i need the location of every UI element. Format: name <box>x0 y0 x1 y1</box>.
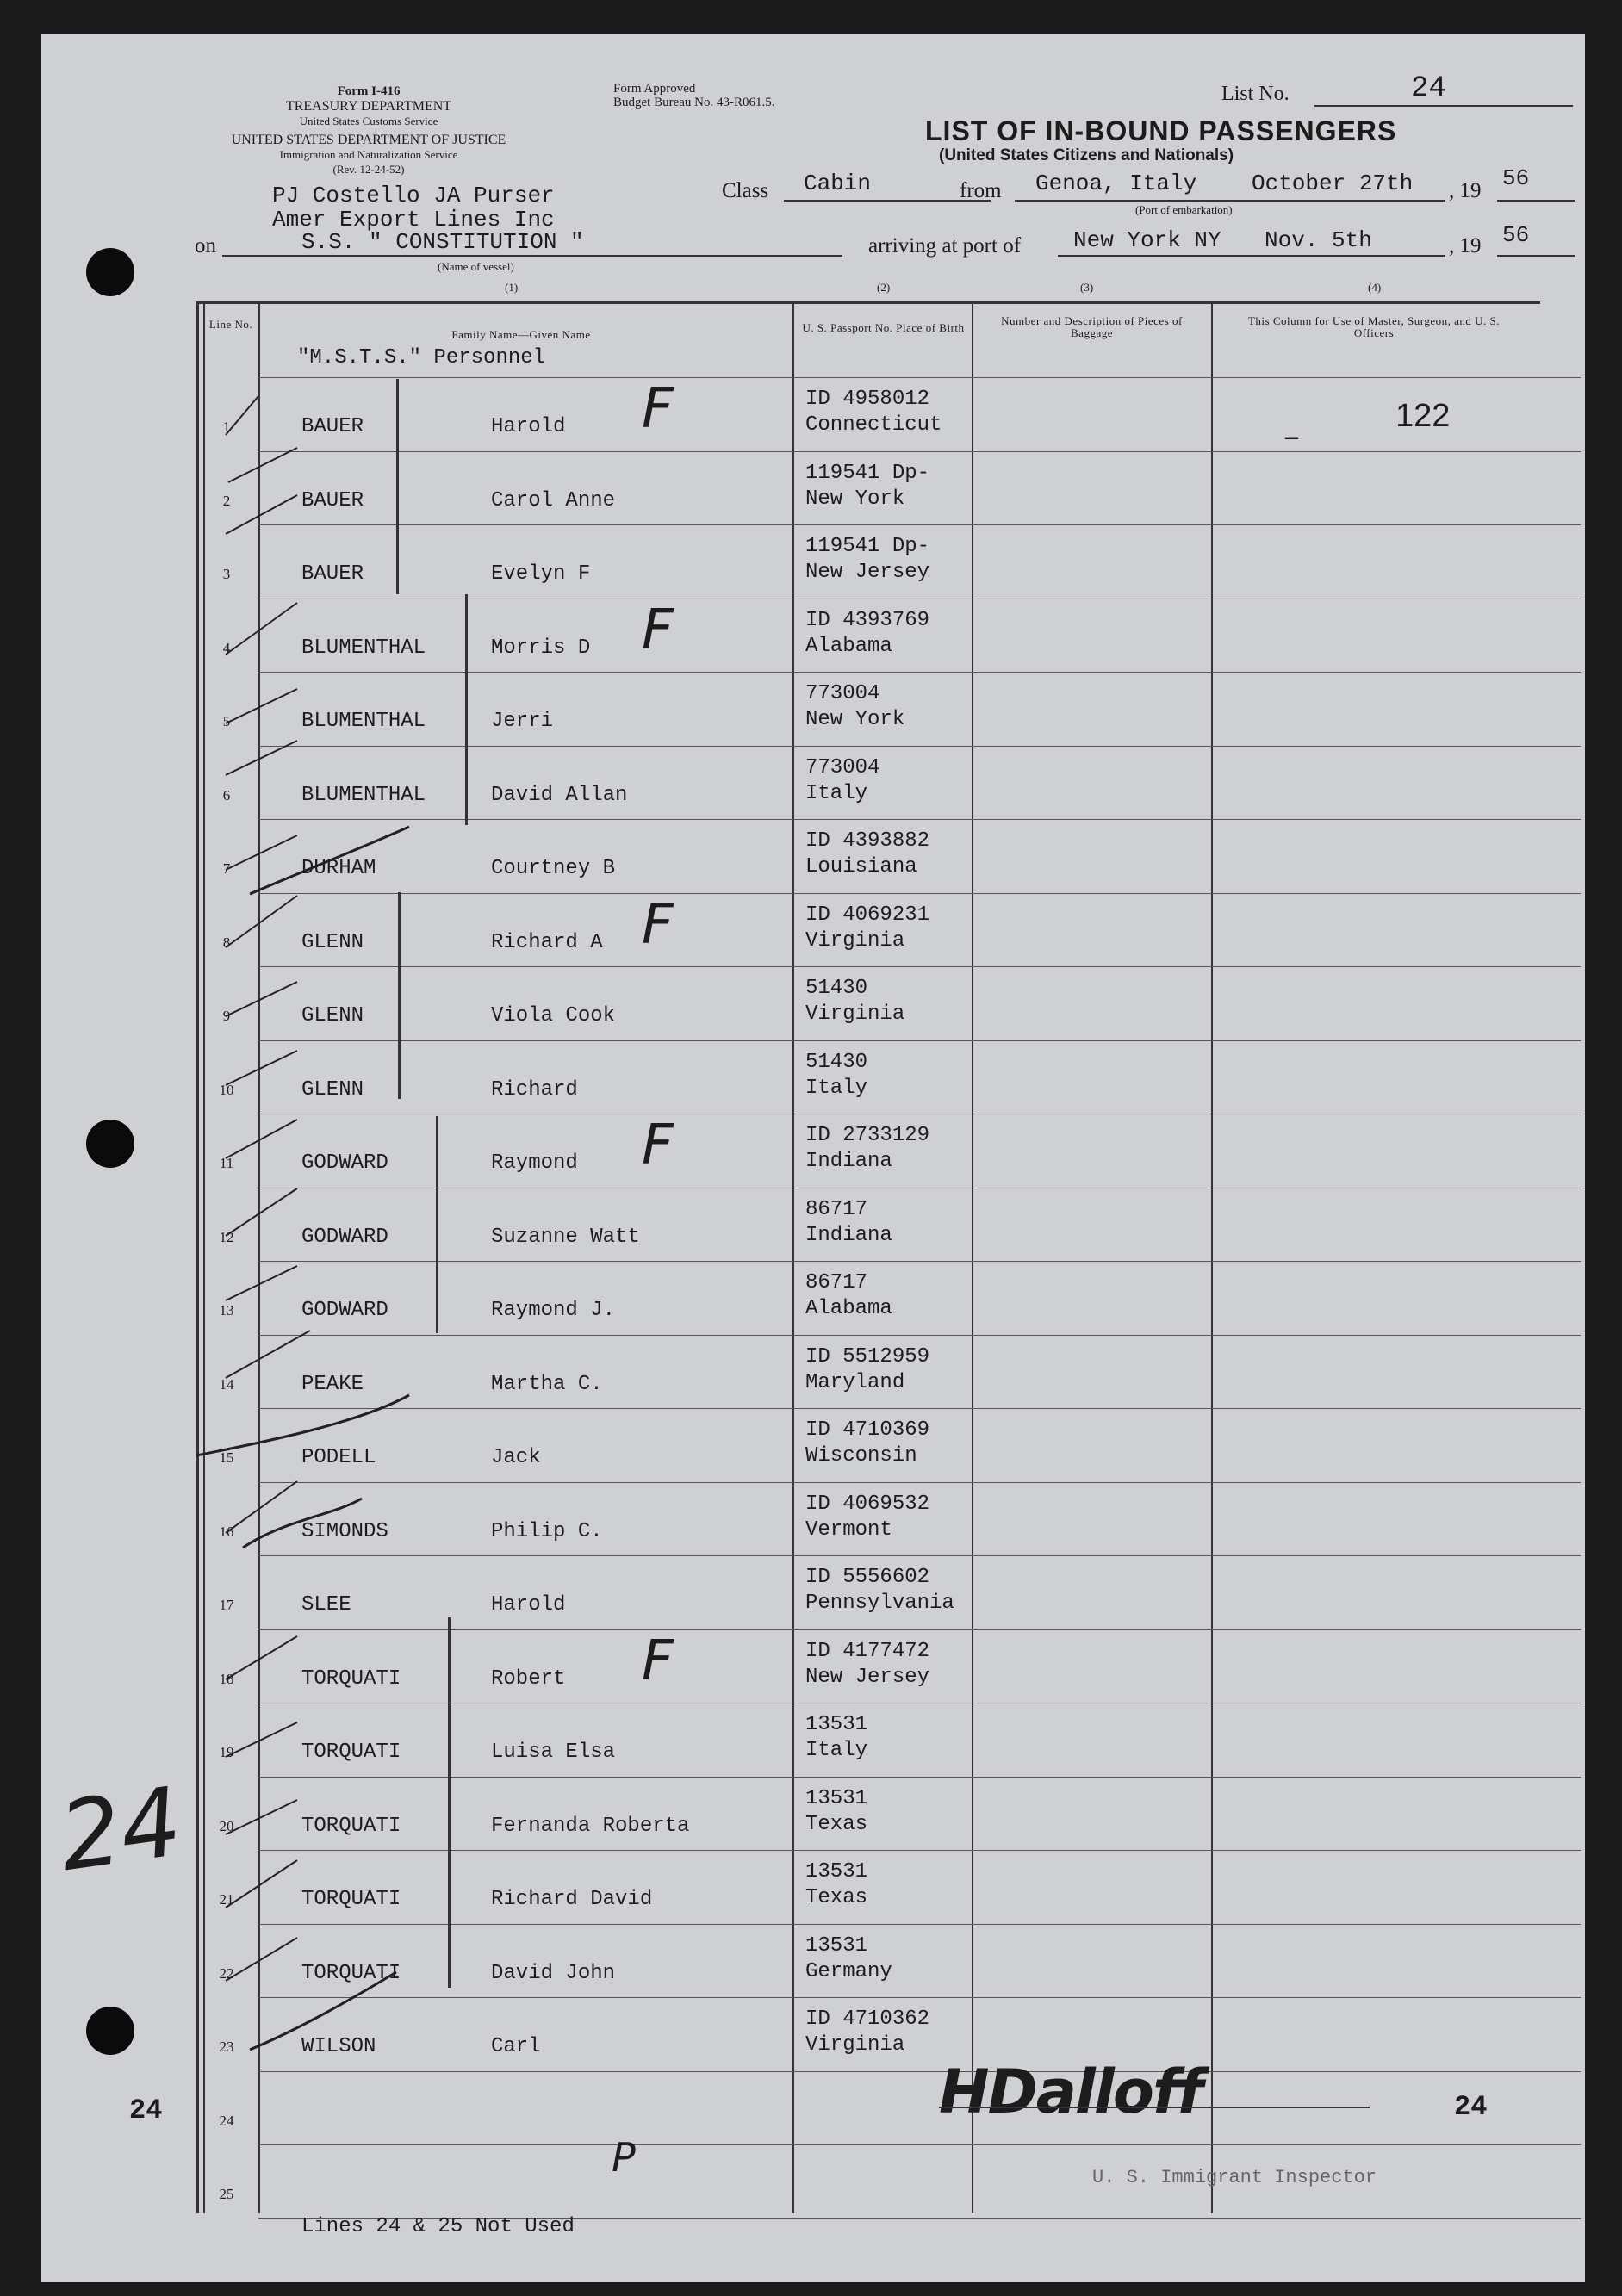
passport-number: ID 4710362 <box>805 2007 930 2031</box>
given-name: Suzanne Watt <box>491 1225 640 1249</box>
line-number: 2 <box>222 492 231 509</box>
given-name: Raymond <box>491 1151 578 1175</box>
col-num-4: (4) <box>1368 281 1382 294</box>
form-number: Form I-416 <box>337 84 401 98</box>
footer-note: Lines 24 & 25 Not Used <box>301 2215 575 2238</box>
given-name: Morris D <box>491 636 591 660</box>
line-number: 18 <box>219 1670 234 1687</box>
margin-handwritten-number: 24 <box>53 1765 189 1893</box>
given-name: Carl <box>491 2035 541 2058</box>
handwritten-mark: F <box>642 892 674 957</box>
from-year: 56 <box>1502 165 1530 191</box>
family-name: BLUMENTHAL <box>301 636 426 660</box>
class-value: Cabin <box>804 171 872 196</box>
given-name: Philip C. <box>491 1519 603 1543</box>
line-number: 7 <box>222 860 231 877</box>
place-of-birth: Indiana <box>805 1150 892 1173</box>
line-number: 23 <box>219 2038 234 2055</box>
place-of-birth: Alabama <box>805 634 892 658</box>
signature-line <box>939 2107 1370 2108</box>
family-name: TORQUATI <box>301 1814 401 1838</box>
from-label: from <box>960 179 1002 202</box>
line-number: 16 <box>219 1523 234 1540</box>
passport-number: 86717 <box>805 1271 868 1294</box>
line-number: 9 <box>222 1008 231 1024</box>
place-of-birth: Louisiana <box>805 855 917 878</box>
passport-number: 773004 <box>805 682 880 705</box>
port-embark-label: (Port of embarkation) <box>1135 203 1233 216</box>
col-num-3: (3) <box>1080 281 1094 294</box>
place-of-birth: Virginia <box>805 928 905 953</box>
given-name: Evelyn F <box>491 562 591 586</box>
col-num-1: (1) <box>505 281 519 294</box>
line-number: 12 <box>219 1228 234 1245</box>
header-line-no: Line No. <box>208 318 253 331</box>
family-name: GLENN <box>301 930 364 954</box>
arrival-date: Nov. 5th <box>1265 227 1372 253</box>
family-name: DURHAM <box>301 857 376 880</box>
form-approved: Form Approved <box>613 82 696 96</box>
place-of-birth: Vermont <box>805 1517 892 1542</box>
family-name: WILSON <box>301 2035 376 2058</box>
year-prefix: , 19 <box>1449 179 1482 202</box>
revision: (Rev. 12-24-52) <box>332 163 405 176</box>
family-name: GODWARD <box>301 1225 388 1249</box>
passport-number: 13531 <box>805 1860 868 1883</box>
line-number: 24 <box>219 2112 234 2129</box>
place-of-birth: New York <box>805 708 905 731</box>
passport-number: ID 4393882 <box>805 829 930 853</box>
officer-dash: _ <box>1285 413 1298 442</box>
given-name: David Allan <box>491 783 628 807</box>
family-name: BAUER <box>301 488 364 512</box>
line-number: 6 <box>222 786 231 804</box>
place-of-birth: Italy <box>805 1076 868 1100</box>
given-name: Courtney B <box>491 857 616 880</box>
immigration-service: Immigration and Naturalization Service <box>279 148 458 161</box>
family-name: SIMONDS <box>301 1519 388 1543</box>
passport-number: ID 4393769 <box>805 608 930 632</box>
list-no-label: List No. <box>1221 83 1290 105</box>
place-of-birth: Italy <box>805 781 868 805</box>
line-number: 19 <box>219 1744 234 1760</box>
justice-dept: UNITED STATES DEPARTMENT OF JUSTICE <box>231 133 506 147</box>
line-number: 21 <box>219 1891 234 1908</box>
passport-number: 13531 <box>805 1713 868 1736</box>
officer-note: 122 <box>1395 398 1451 434</box>
place-of-birth: Pennsylvania <box>805 1592 954 1615</box>
passport-number: 51430 <box>805 977 868 1000</box>
given-name: Harold <box>491 1593 566 1617</box>
purser-line2: Amer Export Lines Inc <box>272 207 555 233</box>
place-of-birth: New Jersey <box>805 561 930 584</box>
place-of-birth: New York <box>805 487 905 511</box>
place-of-birth: Indiana <box>805 1223 892 1247</box>
given-name: Richard <box>491 1077 578 1101</box>
handwritten-mark: F <box>642 377 674 441</box>
family-name: GLENN <box>301 1004 364 1027</box>
place-of-birth: Germany <box>805 1959 892 1983</box>
line-number: 8 <box>222 934 231 951</box>
from-date: October 27th <box>1252 171 1414 196</box>
line-number: 25 <box>219 2186 234 2202</box>
arrival-port: New York NY <box>1073 227 1221 253</box>
family-name: PEAKE <box>301 1372 364 1396</box>
family-name: BLUMENTHAL <box>301 783 426 807</box>
initial-mark: P <box>612 2134 636 2181</box>
family-name: GLENN <box>301 1077 364 1101</box>
passport-number: 51430 <box>805 1050 868 1074</box>
given-name: Viola Cook <box>491 1004 616 1027</box>
family-name: TORQUATI <box>301 1888 401 1911</box>
vessel-name: S.S. " CONSTITUTION " <box>301 229 584 255</box>
group-label: "M.S.T.S." Personnel <box>297 346 546 369</box>
passport-number: 86717 <box>805 1197 868 1221</box>
passport-number: ID 5512959 <box>805 1344 930 1368</box>
given-name: Raymond J. <box>491 1299 616 1322</box>
class-label: Class <box>722 179 769 202</box>
col-num-2: (2) <box>877 281 891 294</box>
line-number: 11 <box>219 1155 234 1171</box>
line-number: 17 <box>219 1597 234 1613</box>
header-name: Family Name—Given Name <box>451 328 591 341</box>
purser-line1: PJ Costello JA Purser <box>272 183 555 208</box>
line-number: 3 <box>222 566 231 582</box>
place-of-birth: Italy <box>805 1739 868 1762</box>
family-name: BAUER <box>301 415 364 438</box>
handwritten-mark: F <box>642 1629 674 1693</box>
arriving-label: arriving at port of <box>868 234 1022 258</box>
arrival-year: 56 <box>1502 222 1530 248</box>
header-officers: This Column for Use of Master, Surgeon, and U. S. Officers <box>1247 314 1501 339</box>
given-name: Luisa Elsa <box>491 1741 616 1764</box>
given-name: David John <box>491 1961 616 1985</box>
page-subtitle: (United States Citizens and Nationals) <box>939 146 1234 164</box>
line-number: 22 <box>219 1964 234 1982</box>
place-of-birth: New Jersey <box>805 1665 930 1689</box>
year-prefix-2: , 19 <box>1449 234 1482 258</box>
passport-number: 119541 Dp- <box>805 535 930 558</box>
passport-number: ID 2733129 <box>805 1124 930 1147</box>
given-name: Jack <box>491 1446 541 1469</box>
place-of-birth: Wisconsin <box>805 1444 917 1468</box>
family-name: TORQUATI <box>301 1666 401 1691</box>
place-of-birth: Texas <box>805 1812 868 1836</box>
line-number: 15 <box>219 1449 234 1466</box>
department: TREASURY DEPARTMENT <box>285 99 452 114</box>
place-of-birth: Virginia <box>805 2033 905 2057</box>
given-name: Richard David <box>491 1888 653 1911</box>
on-label: on <box>195 234 216 258</box>
vessel-label: (Name of vessel) <box>438 260 514 273</box>
family-name: SLEE <box>301 1593 351 1617</box>
inspector-label: U. S. Immigrant Inspector <box>1092 2167 1377 2188</box>
passport-number: 13531 <box>805 1933 868 1958</box>
line-number: 5 <box>222 713 231 729</box>
handwritten-mark: F <box>642 1114 674 1177</box>
passport-number: ID 4069231 <box>805 903 930 927</box>
line-number: 4 <box>222 639 231 656</box>
place-of-birth: Alabama <box>805 1297 892 1320</box>
passport-number: ID 4069532 <box>805 1492 930 1516</box>
passport-number: ID 4958012 <box>805 388 930 411</box>
place-of-birth: Virginia <box>805 1002 905 1026</box>
count-left: 24 <box>129 2094 163 2126</box>
inspector-signature: HDalloff <box>939 2057 1202 2127</box>
passport-number: ID 5556602 <box>805 1566 930 1589</box>
given-name: Jerri <box>491 710 554 733</box>
family-name: GODWARD <box>301 1299 388 1322</box>
given-name: Fernanda Roberta <box>491 1814 690 1838</box>
family-name: TORQUATI <box>301 1741 401 1764</box>
line-number: 20 <box>219 1817 234 1834</box>
family-name: GODWARD <box>301 1151 388 1175</box>
header-baggage: Number and Description of Pieces of Baggage <box>1001 314 1183 339</box>
given-name: Carol Anne <box>491 488 616 512</box>
place-of-birth: Maryland <box>805 1370 905 1394</box>
page-title: LIST OF IN-BOUND PASSENGERS <box>925 115 1397 146</box>
count-right: 24 <box>1454 2091 1488 2123</box>
passport-number: 773004 <box>805 755 880 779</box>
passport-number: 119541 Dp- <box>805 461 930 485</box>
place-of-birth: Connecticut <box>805 413 942 437</box>
list-no-value: 24 <box>1411 72 1446 105</box>
given-name: Richard A <box>491 930 603 954</box>
customs-service: United States Customs Service <box>299 115 438 127</box>
line-number: 1 <box>222 419 231 435</box>
line-number: 14 <box>219 1375 234 1393</box>
given-name: Harold <box>491 415 566 438</box>
passport-number: ID 4710369 <box>805 1418 930 1442</box>
place-of-birth: Texas <box>805 1886 868 1909</box>
handwritten-mark: F <box>642 598 674 662</box>
budget-bureau: Budget Bureau No. 43-R061.5. <box>613 96 775 109</box>
family-name: BAUER <box>301 562 364 586</box>
family-name: BLUMENTHAL <box>301 710 426 733</box>
given-name: Martha C. <box>491 1372 603 1396</box>
header-passport: U. S. Passport No. Place of Birth <box>802 321 965 334</box>
from-value: Genoa, Italy <box>1035 171 1197 196</box>
line-number: 13 <box>219 1302 234 1319</box>
passport-number: 13531 <box>805 1786 868 1810</box>
family-name: TORQUATI <box>301 1961 401 1985</box>
given-name: Robert <box>491 1666 566 1691</box>
line-number: 10 <box>219 1081 234 1098</box>
passport-number: ID 4177472 <box>805 1639 930 1663</box>
family-name: PODELL <box>301 1446 376 1469</box>
